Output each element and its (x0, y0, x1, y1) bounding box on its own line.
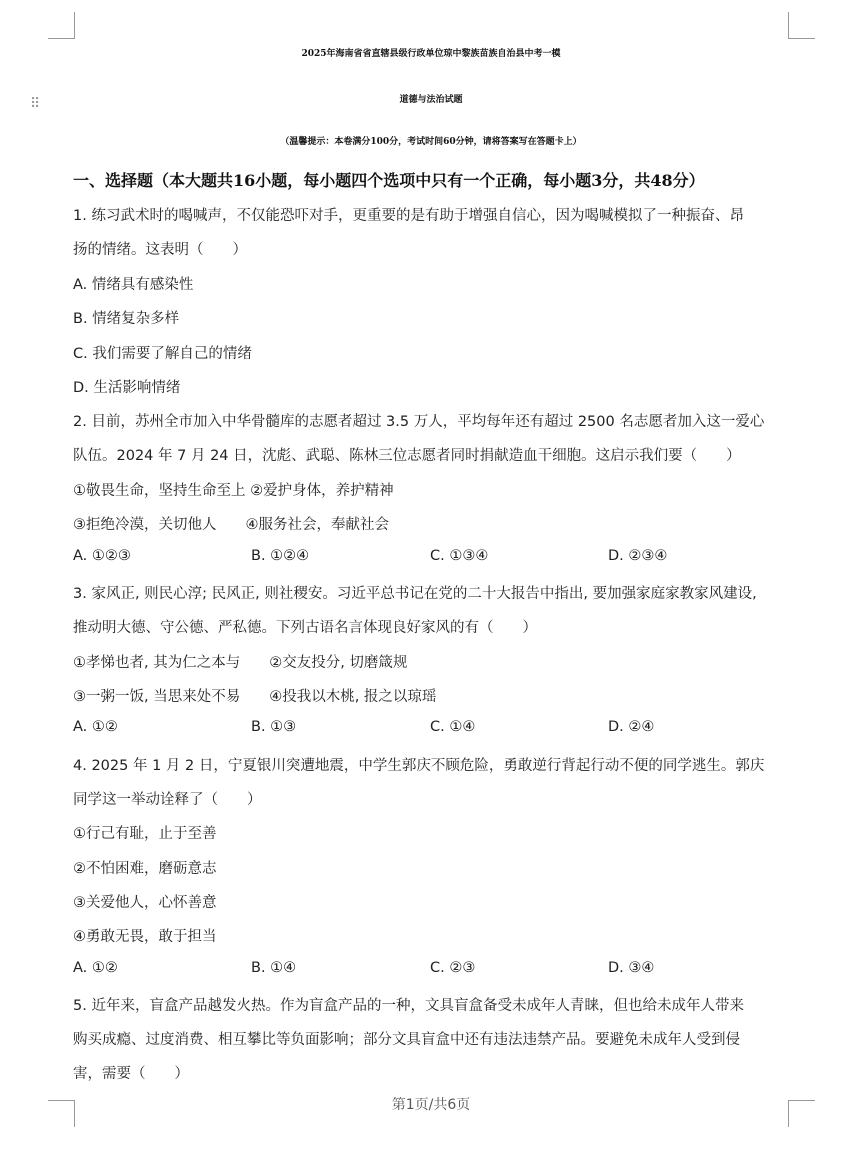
q4-statement-1: ①行己有耻，止于至善 (73, 826, 217, 842)
q4-stem-line1: 4. 2025 年 1 月 2 日，宁夏银川突遭地震，中学生郭庆不顾危险，勇敢逆行背起行动不便的同学逃生。郭庆 (73, 758, 765, 774)
q3-option-b: B. ①③ (251, 719, 297, 735)
q1-stem-line1: 1. 练习武术时的喝喊声，不仅能恐吓对手，更重要的是有助于增强自信心，因为喝喊模拟了一种振奋、昂 (73, 208, 744, 224)
q3-stem-line1: 3. 家风正, 则民心淳; 民风正, 则社稷安。习近平总书记在党的二十大报告中指出, 要加强家庭家教家风建设, (73, 586, 757, 602)
q1-option-c: C. 我们需要了解自己的情绪 (73, 346, 252, 362)
q5-stem-line1: 5. 近年来，盲盒产品越发火热。作为盲盒产品的一种，文具盲盒备受未成年人青睐，但也给未成年人带来 (73, 998, 744, 1014)
q4-statement-4: ④勇敢无畏，敢于担当 (73, 929, 217, 945)
q2-option-a: A. ①②③ (73, 548, 131, 564)
q5-stem-line2: 购买成瘾、过度消费、相互攀比等负面影响；部分文具盲盒中还有违法违禁产品。要避免未成年人受到侵 (73, 1032, 740, 1048)
q2-option-b: B. ①②④ (251, 548, 310, 564)
q3-statement-2: ③一粥一饭, 当思来处不易 ④投我以木桃, 报之以琼瑶 (73, 689, 437, 705)
q3-option-c: C. ①④ (430, 719, 476, 735)
q2-stem-line1: 2. 目前，苏州全市加入中华骨髓库的志愿者超过 3.5 万人，平均每年还有超过 2500 名志愿者加入这一爱心 (73, 414, 765, 430)
drag-handle-icon[interactable]: ⠿ (30, 96, 39, 112)
q5-stem-line3: 害，需要（ ） (73, 1066, 189, 1082)
q1-stem-line2: 扬的情绪。这表明（ ） (73, 242, 247, 258)
q1-option-a: A. 情绪具有感染性 (73, 277, 194, 293)
corner-mark-top-right (788, 12, 815, 39)
q4-option-c: C. ②③ (430, 960, 476, 976)
q4-statement-3: ③关爱他人，心怀善意 (73, 895, 217, 911)
q4-statement-2: ②不怕困难，磨砺意志 (73, 861, 217, 877)
q2-stem-line2: 队伍。2024 年 7 月 24 日，沈彪、武聪、陈林三位志愿者同时捐献造血干细胞。这启示我们要（ ） (73, 448, 741, 464)
q2-statement-1: ①敬畏生命，坚持生命至上 ②爱护身体，养护精神 (73, 483, 394, 499)
page-number: 第1页/共6页 (391, 1097, 471, 1113)
exam-title: 2025年海南省省直辖县级行政单位琼中黎族苗族自治县中考一模 (301, 49, 561, 59)
q4-option-b: B. ①④ (251, 960, 297, 976)
q4-option-a: A. ①② (73, 960, 118, 976)
q3-statement-1: ①孝悌也者, 其为仁之本与 ②交友投分, 切磨箴规 (73, 655, 408, 671)
q4-option-d: D. ③④ (608, 960, 655, 976)
corner-mark-top-left (48, 12, 75, 39)
q2-option-c: C. ①③④ (430, 548, 489, 564)
section-heading: 一、选择题（本大题共16小题，每小题四个选项中只有一个正确，每小题3分，共48分） (73, 171, 705, 190)
q3-option-d: D. ②④ (608, 719, 655, 735)
q3-stem-line2: 推动明大德、守公德、严私德。下列古语名言体现良好家风的有（ ） (73, 620, 537, 636)
q1-option-d: D. 生活影响情绪 (73, 380, 181, 396)
q4-stem-line2: 同学这一举动诠释了（ ） (73, 792, 262, 808)
q2-option-d: D. ②③④ (608, 548, 668, 564)
exam-tip: （温馨提示：本卷满分100分，考试时间60分钟，请将答案写在答题卡上） (280, 137, 582, 147)
q3-option-a: A. ①② (73, 719, 118, 735)
exam-subject: 道德与法治试题 (399, 95, 463, 105)
q2-statement-2: ③拒绝冷漠，关切他人 ④服务社会，奉献社会 (73, 517, 389, 533)
q1-option-b: B. 情绪复杂多样 (73, 311, 180, 327)
